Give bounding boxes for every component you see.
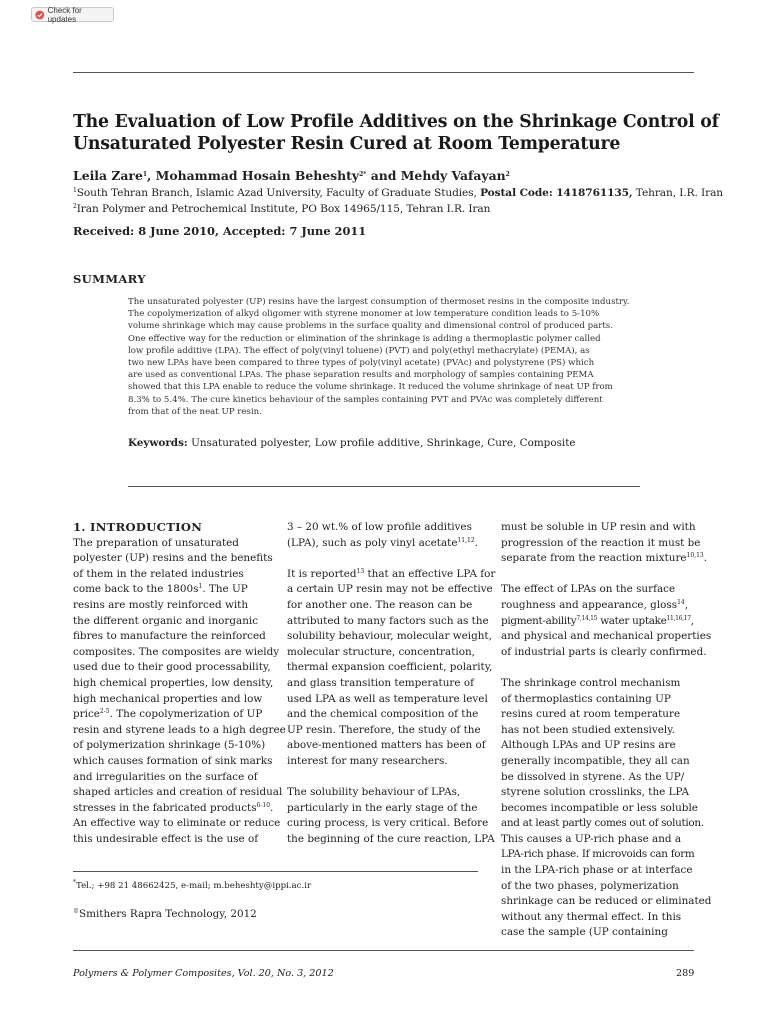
body-line: composites. The composites are wieldy	[73, 645, 280, 658]
author-name: and Mehdy Vafayan	[366, 168, 506, 183]
body-line: the beginning of the cure reaction, LPA	[287, 832, 495, 845]
postal-code: Postal Code: 1418761135,	[480, 187, 633, 199]
body-line: and irregularities on the surface of	[73, 770, 258, 783]
author-list	[73, 168, 510, 183]
body-line: this undesirable effect is the use of	[73, 832, 259, 845]
paragraph-gap	[501, 567, 695, 583]
body-line: has not been studied extensively.	[501, 723, 675, 736]
body-line: for another one. The reason can be	[287, 598, 473, 611]
body-line: The shrinkage control mechanism	[501, 676, 681, 689]
title-line: The Evaluation of Low Profile Additives on the Shrinkage Control of	[73, 112, 719, 132]
abstract-line: The copolymerization of alkyd oligomer with styrene monomer at low temperature condition leads to 5-10%	[128, 309, 600, 320]
text-run: that an effective LPA for	[364, 567, 496, 580]
footnote-rule	[73, 871, 478, 872]
column-2	[287, 520, 496, 847]
abstract-line: The unsaturated polyester (UP) resins have the largest consumption of thermoset resins in the composite industry.	[128, 297, 630, 307]
footnote-contact: Tel.; +98 21 48662425, e-mail; m.beheshty@ippi.ac.ir	[76, 881, 312, 891]
copyright-notice	[73, 908, 257, 920]
top-rule	[73, 72, 694, 73]
abstract-line: low profile additive (LPA). The effect of poly(vinyl toluene) (PVT) and poly(ethyl methacrylate) (PEMA), as	[128, 345, 590, 356]
copyright-icon: ©	[73, 908, 79, 915]
author-affiliation-mark: 2	[505, 171, 510, 178]
page-number: 289	[676, 968, 695, 979]
body-line: of industrial parts is clearly confirmed.	[501, 645, 707, 658]
body-line	[73, 707, 266, 723]
body-line	[287, 567, 496, 583]
body-line: of them in the related industries	[73, 567, 244, 580]
check-for-updates-badge[interactable]	[31, 7, 114, 22]
footnote-mark: *	[73, 879, 76, 886]
column-1	[73, 520, 286, 847]
bottom-rule	[73, 950, 694, 951]
summary-heading: SUMMARY	[73, 272, 146, 286]
body-line: and the chemical composition of the	[287, 708, 479, 721]
body-line: shrinkage can be reduced or eliminated	[501, 895, 712, 908]
body-line: The solubility behaviour of LPAs,	[287, 786, 461, 799]
text-run: .	[474, 536, 478, 549]
paragraph-gap	[287, 551, 480, 567]
body-line: of polymerization shrinkage (5-10%)	[73, 739, 266, 752]
body-line: becomes incompatible or less soluble	[501, 801, 698, 814]
body-line: LPA-rich phase. If microvoids can form	[501, 848, 695, 861]
body-line	[287, 536, 480, 552]
citation-ref: 11,16,17	[666, 614, 691, 622]
abstract-line: showed that this LPA enable to reduce the volume shrinkage. It reduced the volume shrinkage of neat UP from	[128, 382, 613, 393]
body-line: the different organic and inorganic	[73, 614, 259, 627]
body-line: resin and styrene leads to a high degree	[73, 723, 286, 736]
text-run: ,	[684, 598, 689, 611]
body-line	[501, 614, 695, 630]
body-line: in the LPA-rich phase or at interface	[501, 864, 693, 877]
title-line: Unsaturated Polyester Resin Cured at Room Temperature	[73, 134, 621, 154]
affiliation-2	[73, 203, 490, 215]
abstract-line: One effective way for the reduction or elimination of the shrinkage is adding a thermoplastic polymer called	[128, 333, 601, 344]
body-line: particularly in the early stage of the	[287, 801, 478, 814]
body-line	[501, 551, 708, 567]
body-line: must be soluble in UP resin and with	[501, 521, 696, 533]
body-line	[73, 582, 266, 598]
keywords	[128, 437, 576, 449]
author-name: , Mohammad Hosain Beheshty	[147, 168, 360, 183]
text-run: water uptake	[597, 614, 667, 627]
body-line: styrene solution crosslinks, the LPA	[501, 786, 690, 799]
body-line: high chemical properties, low density,	[73, 676, 274, 689]
body-line: used due to their good processability,	[73, 661, 271, 674]
body-line: interest for many researchers.	[287, 754, 448, 767]
abstract	[128, 296, 642, 418]
citation-ref: 13	[356, 567, 365, 575]
affiliation-mark: 1	[73, 187, 77, 194]
paper-title	[73, 111, 719, 155]
body-line: used LPA as well as temperature level	[287, 692, 488, 705]
body-line: This causes a UP-rich phase and a	[501, 832, 682, 845]
affiliation-text: South Tehran Branch, Islamic Azad University, Faculty of Graduate Studies,	[76, 187, 481, 199]
body-line: which causes formation of sink marks	[73, 754, 273, 767]
citation-ref: 7,14,15	[576, 614, 598, 622]
citation-ref: 11,12	[457, 536, 475, 544]
abstract-line: from that of the neat UP resin.	[128, 406, 262, 417]
body-line: UP resin. Therefore, the study of the	[287, 723, 481, 736]
body-line: of thermoplastics containing UP	[501, 692, 671, 705]
body-line: and glass transition temperature of	[287, 676, 474, 689]
body-line: fibres to manufacture the reinforced	[73, 630, 266, 643]
affiliation-1	[73, 187, 723, 199]
body-line: Although LPAs and UP resins are	[501, 739, 676, 752]
text-run: .	[703, 552, 708, 565]
body-line: be dissolved in styrene. As the UP/	[501, 770, 685, 783]
text-run: pigment-ability	[501, 614, 577, 627]
section-heading-introduction: 1. INTRODUCTION	[73, 520, 203, 534]
author-affiliation-mark: 2*	[359, 171, 367, 178]
citation-ref: 14	[677, 598, 685, 606]
body-line: a certain UP resin may not be effective	[287, 583, 493, 596]
text-run: (LPA), such as poly vinyl acetate	[287, 536, 458, 549]
body-line: polyester (UP) resins and the benefits	[73, 552, 273, 565]
author-affiliation-mark: 1	[142, 171, 148, 178]
abstract-line: 8.3% to 5.4%. The cure kinetics behaviour of the samples containing PVT and PVAc was completely different	[128, 394, 603, 405]
check-for-updates-icon	[35, 10, 45, 20]
abstract-line: volume shrinkage which may cause problems in the surface quality and dimensional control of produced parts.	[128, 321, 613, 332]
affiliation-mark: 2	[73, 203, 77, 210]
corresponding-author-footnote	[73, 881, 311, 891]
body-line: progression of the reaction it must be	[501, 536, 701, 549]
body-line: shaped articles and creation of residual	[73, 786, 283, 799]
body-line: of the two phases, polymerization	[501, 879, 679, 892]
author-name: Leila Zare	[73, 168, 143, 183]
body-line: and physical and mechanical properties	[501, 630, 712, 643]
text-run: .	[270, 801, 274, 814]
text-run: . The copolymerization of UP	[109, 708, 263, 721]
body-line: above-mentioned matters has been of	[287, 739, 486, 752]
paragraph-gap	[501, 660, 695, 676]
citation-ref: 2-5	[99, 708, 110, 716]
body-line: high mechanical properties and low	[73, 692, 263, 705]
keywords-text: Unsaturated polyester, Low profile additive, Shrinkage, Cure, Composite	[187, 437, 576, 449]
check-for-updates-label: Check for updates	[47, 5, 82, 24]
body-line: and at least partly comes out of solution.	[501, 817, 704, 830]
text-run: separate from the reaction mixture	[501, 552, 687, 565]
body-line: resins are mostly reinforced with	[73, 598, 249, 611]
text-run: stresses in the fabricated products	[73, 801, 257, 814]
body-line: 3 – 20 wt.% of low profile additives	[287, 521, 472, 533]
body-line: without any thermal effect. In this	[501, 910, 682, 923]
paragraph-gap	[287, 770, 480, 786]
abstract-rule	[128, 486, 640, 487]
body-line: solubility behaviour, molecular weight,	[287, 630, 492, 643]
keywords-label: Keywords:	[128, 437, 188, 449]
abstract-line: two new LPAs have been compared to three types of poly(vinyl acetate) (PVAc) and polystyrene (PS) which	[128, 358, 595, 369]
text-run: It is reported	[287, 567, 357, 580]
body-line: resins cured at room temperature	[501, 708, 681, 721]
text-run: ,	[690, 614, 694, 627]
body-line: The effect of LPAs on the surface	[501, 583, 676, 596]
received-accepted-dates: Received: 8 June 2010, Accepted: 7 June 2011	[73, 224, 367, 238]
abstract-line: are used as conventional LPAs. The phase separation results and morphology of samples containing PEMA	[128, 370, 594, 381]
journal-citation: Polymers & Polymer Composites, Vol. 20, No. 3, 2012	[73, 968, 334, 979]
body-line: generally incompatible, they all can	[501, 754, 690, 767]
body-line: molecular structure, concentration,	[287, 645, 475, 658]
body-line: The preparation of unsaturated	[73, 536, 239, 549]
body-line	[501, 598, 695, 614]
body-line: thermal expansion coefficient, polarity,	[287, 661, 493, 674]
citation-ref: 6-10	[256, 801, 271, 809]
column-3	[501, 520, 712, 941]
body-line	[73, 801, 274, 817]
copyright-text: Smithers Rapra Technology, 2012	[79, 908, 257, 920]
body-line: attributed to many factors such as the	[287, 614, 489, 627]
affiliation-text: Iran Polymer and Petrochemical Institute, PO Box 14965/115, Tehran I.R. Iran	[76, 203, 491, 215]
citation-ref: 1	[198, 583, 203, 591]
text-run: come back to the 1800s	[73, 583, 199, 596]
text-run: price	[73, 708, 100, 721]
body-line: An effective way to eliminate or reduce	[73, 817, 281, 830]
citation-ref: 10,13	[686, 552, 704, 560]
body-line: curing process, is very critical. Before	[287, 817, 489, 830]
affiliation-text: Tehran, I.R. Iran	[632, 187, 724, 199]
text-run: roughness and appearance, gloss	[501, 598, 678, 611]
body-line: case the sample (UP containing	[501, 926, 668, 939]
text-run: . The UP	[202, 583, 248, 596]
